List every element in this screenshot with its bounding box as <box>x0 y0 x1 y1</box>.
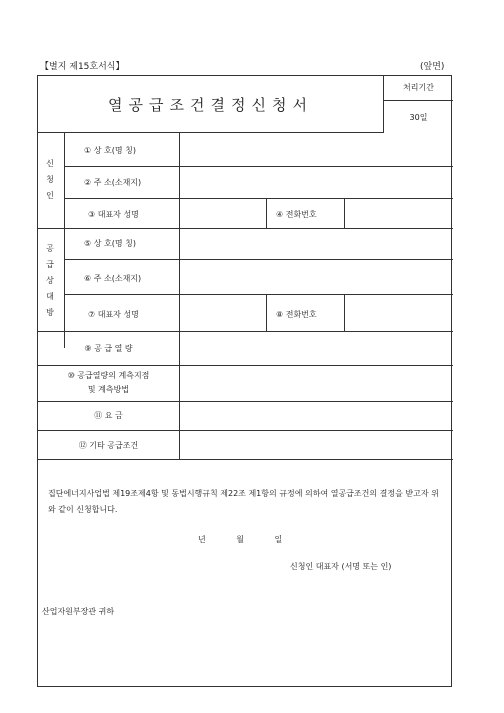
divider <box>38 401 453 402</box>
divider <box>38 228 453 229</box>
processing-period-value: 30일 <box>409 113 428 122</box>
applicant-name-label: ① 상 호(명 칭) <box>84 146 136 155</box>
applicant-section-label: 신청인 <box>46 159 54 200</box>
divider <box>64 294 453 295</box>
divider <box>266 198 267 228</box>
divider <box>179 331 180 459</box>
application-form <box>37 75 452 687</box>
divider <box>64 166 453 167</box>
counterparty-phone-label: ⑧ 전화번호 <box>276 310 317 319</box>
form-label: 【별지 제15호서식】 <box>40 62 125 72</box>
applicant-representative-label: ③ 대표자 성명 <box>88 210 139 219</box>
date-line: 년 월 일 <box>198 535 283 544</box>
measurement-point-label: ⑩ 공급열량의 계측지점 <box>67 371 150 380</box>
divider <box>64 259 453 260</box>
divider <box>384 100 453 101</box>
measurement-method-label: 및 계측방법 <box>87 385 130 394</box>
divider <box>266 294 267 331</box>
divider <box>64 198 453 199</box>
fee-label: ⑪ 요 금 <box>94 411 123 420</box>
applicant-phone-label: ④ 전화번호 <box>276 210 317 219</box>
counterparty-address-label: ⑥ 주 소(소재지) <box>84 274 142 283</box>
declaration-text: 집단에너지사업법 제19조제4항 및 동법시행규칙 제22조 제1항의 규정에 의하여 열공급조건의 결정을 받고자 위와 같이 신청합니다. <box>48 489 439 514</box>
counterparty-section-label: 공급상대방 <box>46 244 54 317</box>
divider <box>344 294 345 331</box>
counterparty-representative-label: ⑦ 대표자 성명 <box>88 310 139 319</box>
page-side-label: (앞면) <box>420 62 445 72</box>
signature-line: 신청인 대표자 (서명 또는 인) <box>290 562 392 571</box>
divider <box>38 331 453 332</box>
addressee: 산업자원부장관 귀하 <box>42 607 115 616</box>
divider <box>344 198 345 228</box>
form-title: 열공급조건결정신청서 <box>38 76 384 133</box>
other-conditions-label: ⑫ 기타 공급조건 <box>78 441 139 450</box>
divider <box>38 459 453 460</box>
supply-heat-label: ⑨ 공 급 열 량 <box>84 344 133 353</box>
counterparty-name-label: ⑤ 상 호(명 칭) <box>84 239 136 248</box>
applicant-address-label: ② 주 소(소재지) <box>84 178 142 187</box>
divider <box>38 365 453 366</box>
processing-period-label: 처리기간 <box>403 83 434 92</box>
divider <box>38 430 453 431</box>
